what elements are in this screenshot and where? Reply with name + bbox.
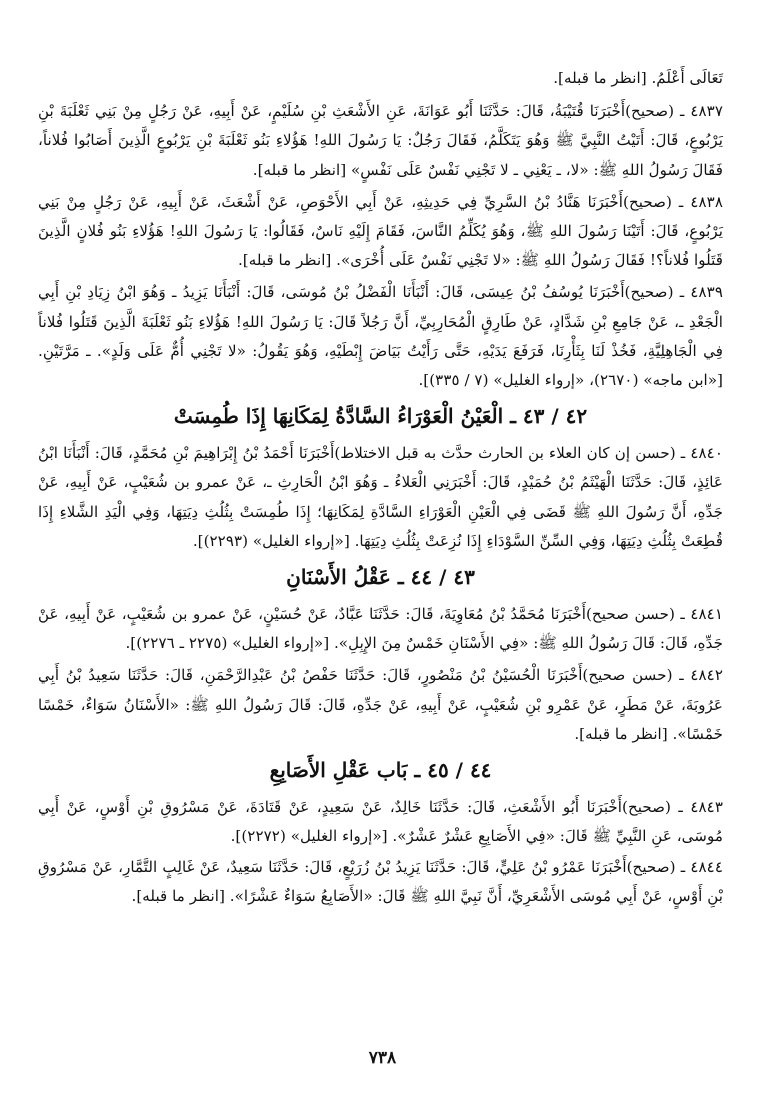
hadith-4840: ٤٨٤٠ ـ (حسن إن كان العلاء بن الحارث حدَّث به قبل الاختلاط)أَخْبَرَنَا أَحْمَدُ بْنُ إِبْرَاهِيمَ بْنِ مُحَمَّدٍ، قَالَ: أَنْبَأَنَا ابْنُ عَائِذٍ، قَالَ: حَدَّثَنَا الْهَيْثَمُ بْنُ حُمَيْدٍ، قَالَ: أَخْبَرَنِي الْعَلاءُ ـ وَهُوَ ابْنُ الْحَارِثِ ـ، عَنْ عمرو بن شُعَيْبٍ، عَنْ أَبِيهِ، عَنْ جَدِّهِ، أَنَّ رَسُولَ اللهِ ﷺ قَضَى فِي الْعَيْنِ الْعَوْرَاءِ السَّادَّةِ لِمَكَانِهَا؛ إِذَا طُمِسَتْ بِثُلُثِ دِيَتِهَا، وَفِي الْيَدِ الشَّلاءِ إِذَا قُطِعَتْ بِثُلُثِ دِيَتِهَا، وَفِي السِّنِّ السَّوْدَاءِ إِذَا نُزِعَتْ بِثُلُثِ دِيَتِهَا. [«إرواء الغليل» (٢٢٩٣)].: [38, 444, 723, 550]
hadith-4837: ٤٨٣٧ ـ (صحيح)أَخْبَرَنَا قُتَيْبَةُ، قَالَ: حَدَّثَنَا أَبُو عَوَانَةَ، عَنِ الأَشْعَثِ بْنِ سُلَيْمٍ، عَنْ أَبِيهِ، عَنْ رَجُلٍ مِنْ بَنِي ثَعْلَبَةَ بْنِ يَرْبُوعٍ، قَالَ: أَتَيْتُ النَّبِيَّ ﷺ وَهُوَ يَتَكَلَّمُ، فَقَالَ رَجُلٌ: يَا رَسُولَ اللهِ! هَؤُلاءِ بَنُو ثَعْلَبَةَ بْنِ يَرْبُوعٍ الَّذِينَ أَصَابُوا فُلاناً، فَقَالَ رَسُولُ اللهِ ﷺ: «لا، ـ يَعْنِي ـ لا تَجْنِي نَفْسٌ عَلَى نَفْسٍ» [انظر ما قبله].: [38, 102, 723, 179]
hadith-4838: ٤٨٣٨ ـ (صحيح)أَخْبَرَنَا هَنَّادُ بْنُ السَّرِيِّ فِي حَدِيثِهِ، عَنْ أَبِي الأَحْوَصِ، عَنْ أَشْعَثَ، عَنْ أَبِيهِ، عَنْ رَجُلٍ مِنْ بَنِي يَرْبُوعٍ، قَالَ: أَتَيْنَا رَسُولَ اللهِ ﷺ، وَهُوَ يُكَلِّمُ النَّاسَ، فَقَامَ إِلَيْهِ نَاسٌ، فَقَالُوا: يَا رَسُولَ اللهِ! هَؤُلاءِ بَنُو فُلانٍ الَّذِينَ قَتَلُوا فُلاناً؟! فَقَالَ رَسُولُ اللهِ ﷺ: «لا تَجْنِي نَفْسٌ عَلَى أُخْرَى». [انظر ما قبله].: [38, 192, 723, 270]
page-number: ٧٣٨: [368, 1048, 397, 1068]
hadith-4844: ٤٨٤٤ ـ (صحيح)أَخْبَرَنَا عَمْرُو بْنُ عَلِيٍّ، قَالَ: حَدَّثَنَا يَزِيدُ بْنُ زُرَيْعٍ، قَالَ: حَدَّثَنَا سَعِيدٌ، عَنْ غَالِبٍ التَّمَّارِ، عَنْ مَسْرُوقِ بْنِ أَوْسٍ، عَنْ أَبِي مُوسَى الأَشْعَرِيِّ، أَنَّ نَبِيَّ اللهِ ﷺ قَالَ: «الأَصَابِعُ سَوَاءٌ عَشْرًا». [انظر ما قبله].: [38, 858, 723, 905]
chapter-heading-fingers: ٤٤ / ٤٥ ـ بَاب عَقْلِ الأَصَابِعِ: [269, 758, 492, 783]
hadith-4843: ٤٨٤٣ ـ (صحيح)أَخْبَرَنَا أَبُو الأَشْعَثِ، قَالَ: حَدَّثَنَا خَالِدٌ، عَنْ سَعِيدٍ، عَنْ قَتَادَةَ، عَنْ مَسْرُوقِ بْنِ أَوْسٍ، عَنْ أَبِي مُوسَى، عَنِ النَّبِيِّ ﷺ قَالَ: «فِي الأَصَابِعِ عَشْرٌ عَشْرٌ». [«إرواء الغليل» (٢٢٧٢)].: [38, 798, 723, 845]
chapter-heading-teeth: ٤٣ / ٤٤ ـ عَقْلُ الأَسْنَانِ: [286, 565, 475, 590]
continuation-text: تَعَالَى أَعْلَمُ. [انظر ما قبله].: [553, 69, 723, 87]
hadith-4839: ٤٨٣٩ ـ (صحيح)أَخْبَرَنَا يُوسُفُ بْنُ عِيسَى، قَالَ: أَنْبَأَنَا الْفَضْلُ بْنُ مُوسَى، قَالَ: أَنْبَأَنَا يَزِيدُ ـ وَهُوَ ابْنُ زِيَادِ بْنِ أَبِي الْجَعْدِ ـ، عَنْ جَامِعِ بْنِ شَدَّادٍ، عَنْ طَارِقٍ الْمُحَارِبِيِّ، أَنَّ رَجُلاً قَالَ: يَا رَسُولَ اللهِ! هَؤُلاءِ بَنُو ثَعْلَبَةَ الَّذِينَ قَتَلُوا فُلاناً فِي الْجَاهِلِيَّةِ، فَخُذْ لَنَا بِثَأْرِنَا، فَرَفَعَ يَدَيْهِ، حَتَّى رَأَيْتُ بَيَاضَ إِبْطَيْهِ، وَهُوَ يَقُولُ: «لا تَجْنِي أُمٌّ عَلَى وَلَدٍ». ـ مَرَّتَيْنِ. [«ابن ماجه» (٢٦٧٠)، «إرواء الغليل» (٧ / ٣٣٥)].: [38, 283, 723, 390]
chapter-heading-one-eyed: ٤٢ / ٤٣ ـ الْعَيْنُ الْعَوْرَاءُ السَّادَّةُ لِمَكَانِهَا إِذَا طُمِسَتْ: [173, 404, 588, 429]
hadith-4841: ٤٨٤١ ـ (حسن صحيح)أَخْبَرَنَا مُحَمَّدُ بْنُ مُعَاوِيَةَ، قَالَ: حَدَّثَنَا عَبَّادٌ، عَنْ حُسَيْنٍ، عَنْ عمرو بن شُعَيْبٍ، عَنْ أَبِيهِ، عَنْ جَدِّهِ، قَالَ: قَالَ رَسُولُ اللهِ ﷺ: «فِي الأَسْنَانِ خَمْسٌ مِنَ الإِبِلِ». [«إرواء الغليل» (٢٢٧٥ ـ ٢٢٧٦)].: [38, 605, 723, 653]
hadith-4842: ٤٨٤٢ ـ (حسن صحيح)أَخْبَرَنَا الْحُسَيْنُ بْنُ مَنْصُورٍ، قَالَ: حَدَّثَنَا حَفْصُ بْنُ عَبْدِالرَّحْمَنِ، قَالَ: حَدَّثَنَا سَعِيدُ بْنُ أَبِي عَرُوبَةَ، عَنْ مَطَرٍ، عَنْ عَمْرِو بْنِ شُعَيْبٍ، عَنْ أَبِيهِ، عَنْ جَدِّهِ، قَالَ: قَالَ رَسُولُ اللهِ ﷺ: «الأَسْنَانُ سَوَاءٌ، خَمْسًا خَمْسًا». [انظر ما قبله].: [38, 666, 723, 743]
